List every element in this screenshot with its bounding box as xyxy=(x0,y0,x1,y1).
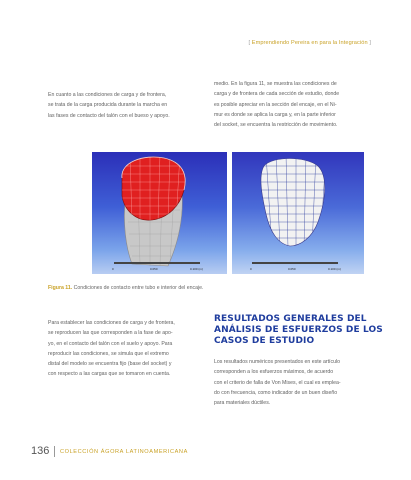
text-line: En cuanto a las condiciones de carga y de frontera, xyxy=(48,92,167,98)
text-line: reproducir las condiciones, se simula que el extremo xyxy=(48,350,169,357)
section-heading xyxy=(214,314,384,346)
socket-mesh-illustration-left xyxy=(92,152,227,274)
caption-text: Condiciones de contacto entre tubo e interior del encaje. xyxy=(73,285,204,291)
text-line: yo, en el contacto del talón con el suelo y apoyo. Para xyxy=(48,340,173,347)
fem-socket-view-right xyxy=(232,152,364,274)
text-line: Los resultados numéricos presentados en este artículo xyxy=(214,359,341,365)
scale-bar xyxy=(252,262,338,264)
paragraph-right-bottom xyxy=(214,357,374,408)
text-line: carga y de frontera de cada sección de estudio, donde xyxy=(214,91,340,98)
figure-caption xyxy=(48,285,203,291)
figure-11 xyxy=(92,152,364,274)
socket-mesh-illustration-right xyxy=(232,152,364,274)
scale-label: 0.100 (m) xyxy=(328,267,341,271)
text-line: medio. En la figura 11, se muestra las condiciones de xyxy=(214,81,337,87)
text-line: del socket, se encuentra la restricción de movimiento. xyxy=(214,122,338,129)
paragraph-left-bottom xyxy=(48,318,208,380)
scale-label: 0 xyxy=(112,267,114,271)
header-open-bracket: [ xyxy=(248,40,251,46)
text-line: mur es donde se aplica la carga y, en la parte inferior xyxy=(214,111,336,118)
text-line: corresponden a los esfuerzos máximos, de acuerdo xyxy=(214,369,334,376)
heading-line: RESULTADOS GENERALES DEL xyxy=(214,314,367,324)
scale-bar xyxy=(114,262,200,264)
fem-socket-view-left xyxy=(92,152,227,274)
header-close-bracket: ] xyxy=(369,40,371,46)
text-line: las fases de contacto del talón con el bueso y apoyo. xyxy=(48,112,170,119)
collection-title: COLECCIÓN ÁGORA LATINOAMERICANA xyxy=(60,449,188,455)
text-line: se trata de la carga producida durante la marcha en xyxy=(48,102,168,109)
text-line: Para establecer las condiciones de carga y de frontera, xyxy=(48,320,175,326)
text-line: se reproducen las que corresponden a la fase de apo- xyxy=(48,330,173,337)
paragraph-right-top xyxy=(214,79,374,130)
text-line: es posible apreciar en la sección del encaje, en el Ni- xyxy=(214,101,337,108)
scale-label: 0 xyxy=(250,267,252,271)
caption-label: Figura 11. xyxy=(48,285,73,291)
header-text: Emprendiendo Pereira en para la Integración xyxy=(251,40,368,46)
footer-divider xyxy=(54,446,55,457)
text-line: para materiales dúctiles. xyxy=(214,400,271,407)
page-number: 136 xyxy=(31,445,50,457)
text-line: con el criterio de falla de Von Mises, el cual es emplea- xyxy=(214,379,341,386)
heading-line: CASOS DE ESTUDIO xyxy=(214,335,315,346)
paragraph-left-top xyxy=(48,90,198,121)
heading-line: ANÁLISIS DE ESFUERZOS DE LOS xyxy=(214,324,383,335)
text-line: con respecto a las cargas que se tomaron en cuenta. xyxy=(48,371,171,378)
scale-label: 0.100 (m) xyxy=(190,267,203,271)
scale-label: 0.050 xyxy=(288,267,296,271)
scale-label: 0.050 xyxy=(150,267,158,271)
text-line: do con frecuencia, como indicador de un buen diseño xyxy=(214,389,338,396)
running-header xyxy=(248,40,371,46)
text-line: distal del modelo se encuentra fijo (base del socket) y xyxy=(48,361,172,368)
